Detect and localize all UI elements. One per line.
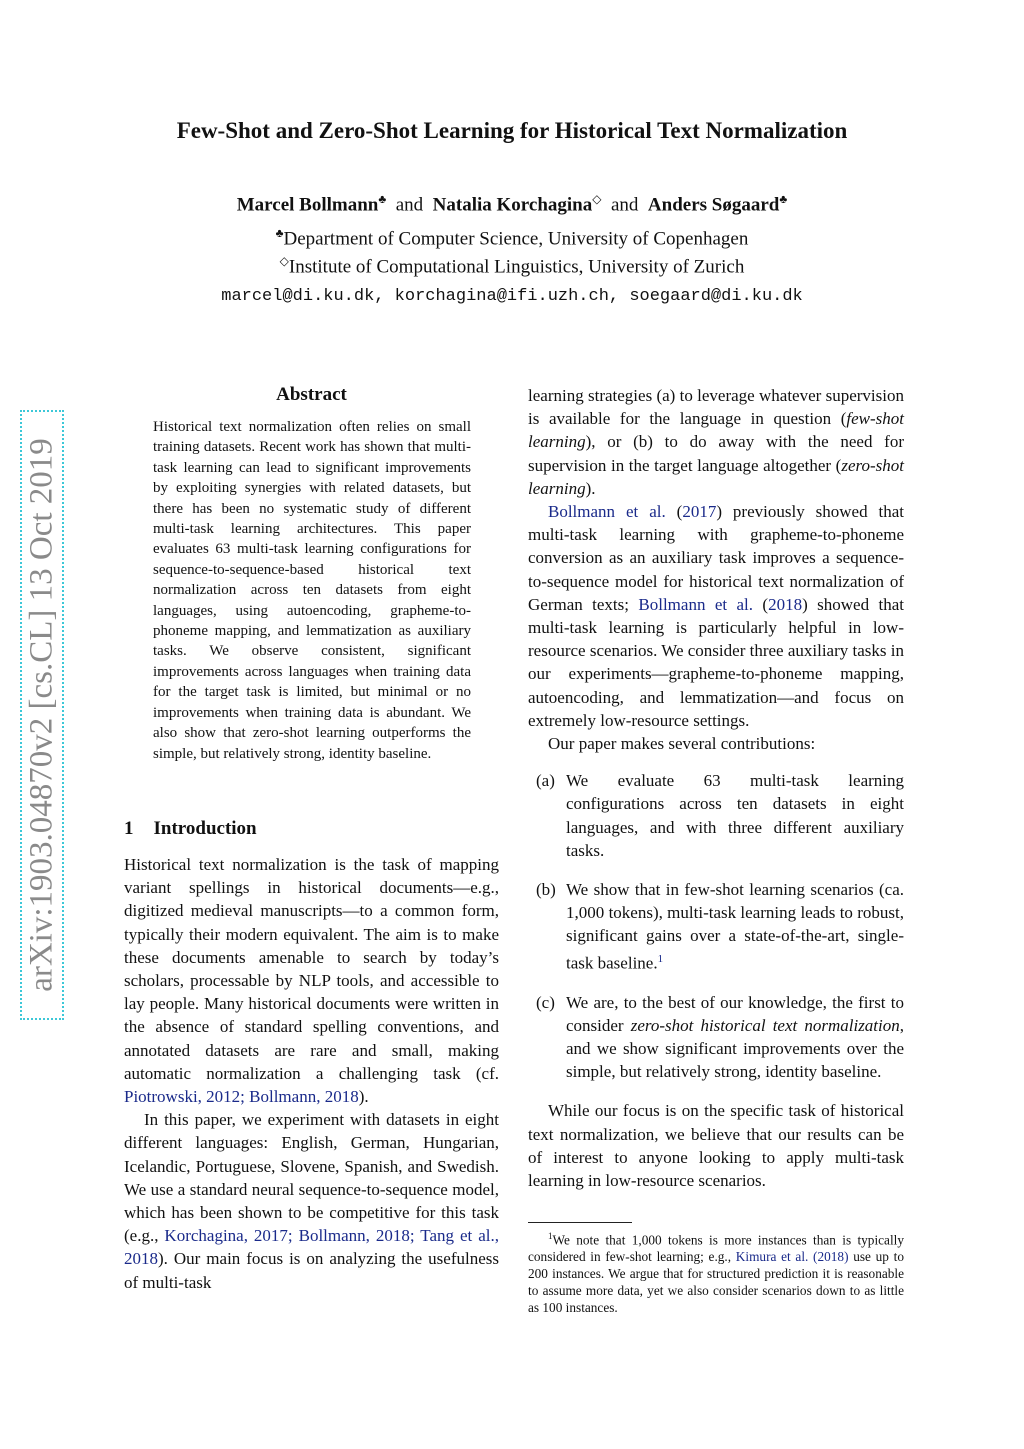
footnote-text: We note that 1,000 tokens is more instances than is typically considered in few-shot learning; e.g., [528, 1232, 904, 1265]
author-name: Marcel Bollmann [236, 194, 379, 216]
footnote-ref[interactable]: 1 [657, 952, 664, 965]
citation-link[interactable]: Kimura et al. (2018) [735, 1249, 849, 1265]
author-name: Natalia Korchagina [432, 194, 593, 216]
emphasis: zero-shot learning [528, 455, 904, 498]
paragraph-text: ). [358, 1087, 369, 1107]
affiliation-text: Institute of Computational Linguistics, University of Zurich [288, 256, 745, 278]
club-icon: ♣ [378, 192, 387, 206]
affiliation-text: Department of Computer Science, University of Copenhagen [283, 228, 749, 250]
list-item [528, 878, 904, 974]
paper-title: Few-Shot and Zero-Shot Learning for Historical Text Normalization [176, 118, 848, 143]
abstract-heading: Abstract [276, 384, 347, 405]
left-column [124, 853, 499, 1294]
paragraph-text: ) previously showed that multi-task learning with grapheme-to-phoneme conversion as an auxiliary task improves a sequence-to-sequence model for historical text normalization of German texts; [528, 502, 904, 614]
list-text: , and we show significant improvements over the simple, but relatively strong, identity baseline. [566, 1015, 904, 1082]
club-icon: ♣ [275, 226, 284, 240]
affiliation-1 [0, 226, 1024, 250]
list-item [528, 991, 904, 1084]
affiliation-2 [0, 254, 1024, 278]
list-text: We evaluate 63 multi-task learning configurations across ten datasets in eight languages, and with three different auxiliary tasks. [566, 771, 904, 860]
right-column [528, 384, 904, 1192]
list-text: We are, to the best of our knowledge, the first to consider [566, 992, 904, 1035]
paragraph-text: learning strategies (a) to leverage whatever supervision is available for the language in question ( [528, 386, 904, 429]
footnote-rule [528, 1222, 632, 1223]
author-emails: marcel@di.ku.dk, korchagina@ifi.uzh.ch, soegaard@di.ku.dk [221, 287, 803, 306]
list-label: (b) [536, 880, 556, 900]
citation-link[interactable]: 2017 [682, 502, 717, 522]
citation-link[interactable]: 2018 [768, 594, 803, 614]
intro-paragraph-2 [124, 1108, 499, 1294]
club-icon: ♣ [779, 192, 788, 206]
paragraph: Our paper makes several contributions: [548, 734, 816, 754]
author-separator: and [610, 194, 639, 216]
citation-link[interactable]: Korchagina, 2017; Bollmann, 2018; Tang et al., 2018 [124, 1226, 499, 1269]
paragraph-text: Historical text normalization is the task of mapping variant spellings in historical documents—e.g., digitized medieval manuscripts—to a common form, typically their modern equivalent. The aim is to make these documents amenable to search by today’s scholars, processable by NLP tools, and accessible to lay people. Many historical documents were written in the absence of standard spelling conventions, and annotated datasets are rare and small, making automatic normalization a challenging task (cf. [124, 855, 499, 1083]
diamond-icon: ◇ [592, 192, 602, 206]
abstract-body: Historical text normalization often relies on small training datasets. Recent work has shown that multi-task learning can lead to significant improvements by exploiting synergies with related datasets, but there has been no systematic study of different multi-task learning architectures. This paper evaluates 63 multi-task learning configurations for sequence-to-sequence-based historical text normalization across ten datasets from eight languages, using autoencoding, grapheme-to-phoneme mapping, and lemmatization as auxiliary tasks. We observe consistent, significant improvements across languages when training data for the target task is limited, but minimal or no improvements when training data is abundant. We also show that zero-shot learning outperforms the simple, but relatively strong, identity baseline. [153, 419, 471, 762]
paragraph-text: In this paper, we experiment with datasets in eight different languages: English, German, Hungarian, Icelandic, Portuguese, Slovene, Spanish, and Swedish. We use a standard neural sequence-to-sequence model, which has been shown to be competitive for this task (e.g., [124, 1110, 499, 1246]
paragraph-text: ( [665, 502, 683, 522]
paragraph [528, 384, 904, 500]
emphasis: zero-shot historical text normalization [630, 1015, 900, 1035]
list-item [528, 769, 904, 862]
author-separator: and [395, 194, 424, 216]
paragraph-text: ). Our main focus is on analyzing the usefulness of multi-task [124, 1249, 499, 1292]
list-label: (a) [536, 771, 555, 791]
intro-paragraph-1 [124, 853, 499, 1108]
citation-link[interactable]: Piotrowski, 2012; Bollmann, 2018 [124, 1087, 359, 1107]
paragraph-text: ). [585, 478, 596, 498]
contribution-list [528, 769, 904, 1083]
paragraph-text: ) showed that multi-task learning is particularly helpful in low-resource scenarios. We consider three auxiliary tasks in our experiments—grapheme-to-phoneme mapping, autoencoding, and lemmatization—and focus on extremely low-resource settings. [528, 594, 904, 730]
section-heading [124, 818, 257, 840]
footnote-text: use up to 200 instances. We argue that for structured prediction it is reasonable to assume more data, yet we also consider scenarios down to as little as 100 instances. [528, 1249, 905, 1316]
author-name: Anders Søgaard [647, 194, 780, 216]
list-label: (c) [536, 992, 555, 1012]
paragraph-text: ), or (b) to do away with the need for supervision in the target language altogether ( [528, 432, 904, 475]
arxiv-stamp[interactable] [20, 410, 64, 1020]
paragraph: While our focus is on the specific task of historical text normalization, we believe that our results can be of interest to anyone looking to apply multi-task learning in low-resource scenarios. [528, 1101, 904, 1190]
list-text: We show that in few-shot learning scenarios (ca. 1,000 tokens), multi-task learning leads to robust, significant gains over a state-of-the-art, single-task baseline. [566, 880, 904, 973]
citation-link[interactable]: Bollmann et al. [548, 502, 666, 522]
arxiv-stamp-text: arXiv:1903.04870v2 [cs.CL] 13 Oct 2019 [23, 438, 60, 992]
paragraph-text: ( [753, 594, 769, 614]
footnote [528, 1228, 904, 1316]
emphasis: few-shot learning [528, 409, 904, 452]
paragraph [528, 500, 904, 732]
section-number: 1 [124, 818, 134, 839]
section-title: Introduction [153, 818, 257, 839]
diamond-icon: ◇ [279, 254, 289, 268]
author-line [0, 192, 1024, 216]
citation-link[interactable]: Bollmann et al. [638, 594, 754, 614]
footnote-mark: 1 [548, 1231, 553, 1241]
